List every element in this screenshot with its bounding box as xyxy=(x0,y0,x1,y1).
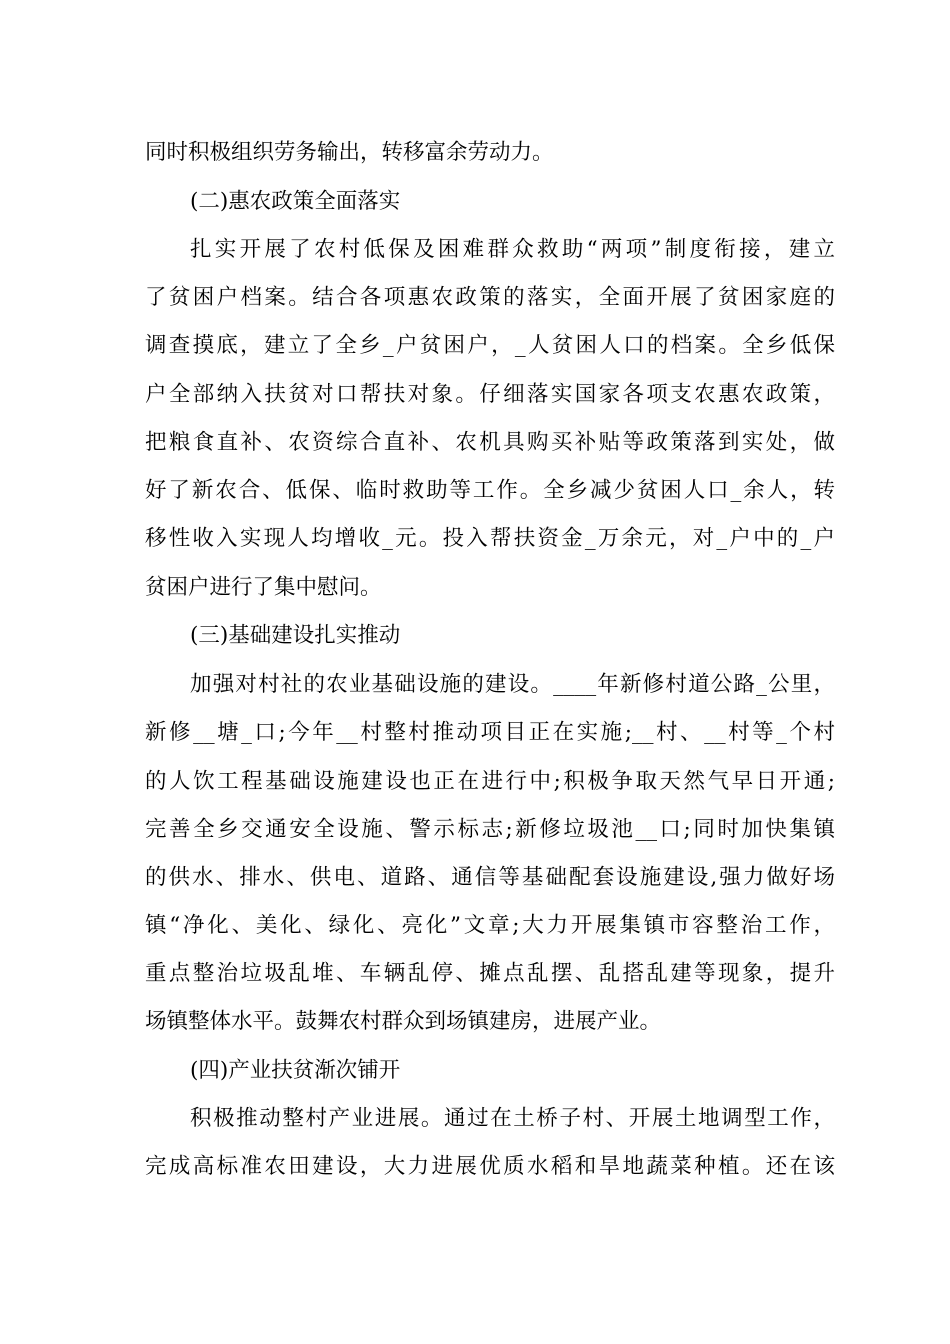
paragraph-line: 好了新农合、低保、临时救助等工作。全乡减少贫困人口_余人，转 xyxy=(145,478,835,503)
paragraph-line: 扎实开展了农村低保及困难群众救助“两项”制度衔接，建立 xyxy=(190,237,835,262)
paragraph-line: 积极推动整村产业进展。通过在土桥子村、开展土地调型工作， xyxy=(190,1106,835,1131)
section-heading: (四)产业扶贫渐次铺开 xyxy=(190,1058,401,1083)
paragraph-line: 同时积极组织劳务输出，转移富余劳动力。 xyxy=(145,140,554,165)
paragraph-line: 的供水、排水、供电、道路、通信等基础配套设施建设,强力做好场 xyxy=(145,865,835,890)
paragraph-line: 户全部纳入扶贫对口帮扶对象。仔细落实国家各项支农惠农政策， xyxy=(145,382,835,407)
paragraph-line: 把粮食直补、农资综合直补、农机具购买补贴等政策落到实处，做 xyxy=(145,430,835,455)
paragraph-line: 重点整治垃圾乱堆、车辆乱停、摊点乱摆、乱搭乱建等现象，提升 xyxy=(145,961,835,986)
paragraph-line: 调查摸底，建立了全乡_户贫困户，_人贫困人口的档案。全乡低保 xyxy=(145,333,835,358)
paragraph-line: 新修__塘_口;今年__村整村推动项目正在实施;__村、__村等_个村 xyxy=(145,720,835,745)
section-heading: (二)惠农政策全面落实 xyxy=(190,189,401,214)
paragraph-line: 了贫困户档案。结合各项惠农政策的落实，全面开展了贫困家庭的 xyxy=(145,285,835,310)
paragraph-line: 的人饮工程基础设施建设也正在进行中;积极争取天然气早日开通; xyxy=(145,769,835,794)
paragraph-line: 场镇整体水平。鼓舞农村群众到场镇建房，进展产业。 xyxy=(145,1009,662,1034)
paragraph-line: 贫困户进行了集中慰问。 xyxy=(145,575,382,600)
paragraph-line: 完善全乡交通安全设施、警示标志;新修垃圾池__口;同时加快集镇 xyxy=(145,817,835,842)
paragraph-line: 移性收入实现人均增收_元。投入帮扶资金_万余元，对_户中的_户 xyxy=(145,526,835,551)
paragraph-line: 完成高标准农田建设，大力进展优质水稻和旱地蔬菜种植。还在该 xyxy=(145,1154,835,1179)
paragraph-line: 镇“净化、美化、绿化、亮化”文章;大力开展集镇市容整治工作， xyxy=(145,913,835,938)
paragraph-line: 加强对村社的农业基础设施的建设。____年新修村道公路_公里， xyxy=(190,672,835,697)
section-heading: (三)基础建设扎实推动 xyxy=(190,623,401,648)
